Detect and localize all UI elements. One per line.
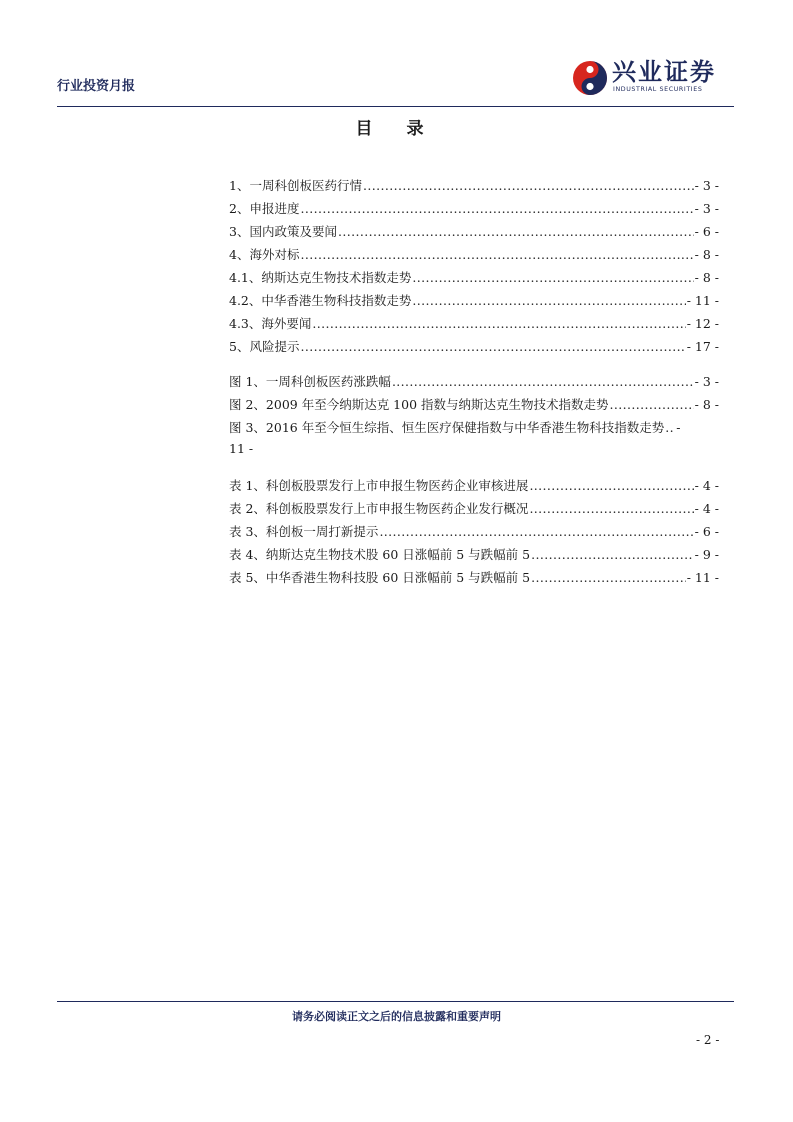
toc-entry-section-4-3[interactable] — [229, 314, 719, 337]
toc-leader-dots — [392, 374, 694, 389]
toc-entry-page: - 8 - — [694, 247, 719, 262]
toc-leader-dots — [412, 270, 693, 285]
toc-entry-page: - 9 - — [694, 547, 719, 562]
toc-entry-page: - 17 - — [686, 339, 719, 354]
toc-entry-section-2[interactable] — [229, 199, 719, 222]
toc-entry-page: - — [676, 420, 681, 435]
toc-entry-label: 图 2、2009 年至今纳斯达克 100 指数与纳斯达克生物技术指数走势 — [229, 397, 609, 412]
toc-entry-label: 表 2、科创板股票发行上市申报生物医药企业发行概况 — [229, 501, 529, 516]
toc-entry-label: 表 3、科创板一周打新提示 — [229, 524, 379, 539]
toc-leader-dots — [529, 478, 693, 493]
toc-entry-table-5[interactable] — [229, 568, 719, 591]
toc-entry-page: - 3 - — [694, 374, 719, 389]
toc-entry-figure-1[interactable] — [229, 372, 719, 395]
toc-entry-label: 表 4、纳斯达克生物技术股 60 日涨幅前 5 与跌幅前 5 — [229, 547, 531, 562]
header-divider — [57, 106, 734, 107]
toc-entry-table-4[interactable] — [229, 545, 719, 568]
toc-entry-label: 2、申报进度 — [229, 201, 300, 216]
toc-leader-dots — [610, 397, 694, 412]
toc-entry-section-3[interactable] — [229, 222, 719, 245]
toc-entry-table-1[interactable] — [229, 476, 719, 499]
toc-entry-figure-2[interactable] — [229, 395, 719, 418]
footer-divider — [57, 1001, 734, 1002]
toc-leader-dots — [312, 316, 685, 331]
table-of-contents — [229, 176, 719, 591]
toc-entry-page: - 4 - — [694, 478, 719, 493]
toc-leader-dots — [531, 547, 694, 562]
toc-entry-section-5[interactable] — [229, 337, 719, 360]
toc-entry-page: - 4 - — [694, 501, 719, 516]
toc-entry-page: - 12 - — [686, 316, 719, 331]
toc-leader-dots — [300, 339, 685, 354]
toc-entry-page: - 3 - — [694, 178, 719, 193]
logo-name-en: INDUSTRIAL SECURITIES — [613, 86, 703, 93]
toc-entry-section-1[interactable] — [229, 176, 719, 199]
toc-entry-table-2[interactable] — [229, 499, 719, 522]
footer-disclaimer: 请务必阅读正文之后的信息披露和重要声明 — [292, 1010, 501, 1023]
toc-entry-page: - 11 - — [686, 570, 719, 585]
toc-entry-page: - 8 - — [694, 270, 719, 285]
toc-entry-figure-3[interactable] — [229, 418, 719, 441]
logo-name-cn: 兴业证券 — [612, 58, 716, 86]
toc-entry-page: - 8 - — [694, 397, 719, 412]
toc-entry-section-4-2[interactable] — [229, 291, 719, 314]
industrial-securities-logo-icon — [572, 60, 608, 96]
toc-entry-label: 1、一周科创板医药行情 — [229, 178, 362, 193]
toc-leader-dots — [300, 201, 693, 216]
toc-leader-dots — [300, 247, 693, 262]
toc-entry-page: - 6 - — [694, 524, 719, 539]
toc-entry-page: - 6 - — [694, 224, 719, 239]
toc-leader-dots — [379, 524, 693, 539]
toc-entry-figure-3-page-continued: 11 - — [229, 441, 254, 456]
toc-entry-section-4[interactable] — [229, 245, 719, 268]
toc-entry-label: 图 3、2016 年至今恒生综指、恒生医疗保健指数与中华香港生物科技指数走势 — [229, 420, 665, 435]
report-type-label: 行业投资月报 — [57, 79, 136, 94]
toc-entry-page: - 11 - — [686, 293, 719, 308]
toc-entry-label: 4、海外对标 — [229, 247, 300, 262]
toc-entry-label: 5、风险提示 — [229, 339, 300, 354]
toc-leader-dots — [412, 293, 685, 308]
toc-entry-table-3[interactable] — [229, 522, 719, 545]
toc-leader-dots — [338, 224, 694, 239]
toc-entry-label: 表 5、中华香港生物科技股 60 日涨幅前 5 与跌幅前 5 — [229, 570, 531, 585]
toc-entry-label: 4.3、海外要闻 — [229, 316, 312, 331]
toc-entry-label: 图 1、一周科创板医药涨跌幅 — [229, 374, 391, 389]
toc-entry-label: 3、国内政策及要闻 — [229, 224, 337, 239]
toc-entry-label: 4.1、纳斯达克生物技术指数走势 — [229, 270, 412, 285]
company-logo — [572, 58, 737, 98]
toc-leader-dots — [531, 570, 686, 585]
toc-leader-dots — [529, 501, 693, 516]
toc-entry-section-4-1[interactable] — [229, 268, 719, 291]
page-number: - 2 - — [696, 1033, 720, 1047]
toc-leader-dots — [665, 420, 675, 435]
toc-entry-label: 4.2、中华香港生物科技指数走势 — [229, 293, 412, 308]
toc-entry-label: 表 1、科创板股票发行上市申报生物医药企业审核进展 — [229, 478, 529, 493]
toc-entry-page: - 3 - — [694, 201, 719, 216]
toc-title: 目 录 — [355, 119, 438, 139]
toc-leader-dots — [363, 178, 694, 193]
